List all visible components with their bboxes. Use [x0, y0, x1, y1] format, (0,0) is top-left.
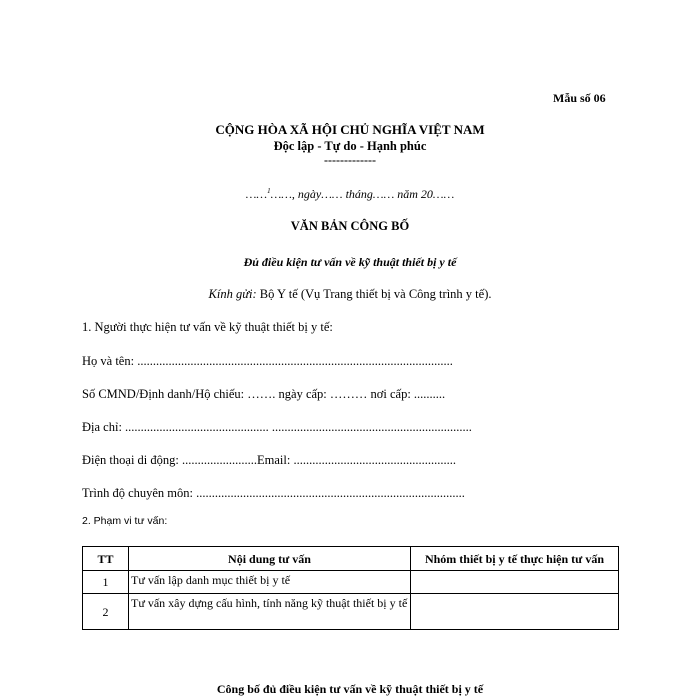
footnote-marker: 1 — [267, 187, 271, 195]
header-rule: ------------- — [324, 153, 376, 167]
field-full-name: Họ và tên: ..................................................................................................... — [82, 354, 453, 368]
dateline-place: …… — [245, 187, 268, 201]
dateline-date: ……, ngày…… tháng…… năm 20…… — [270, 187, 455, 201]
header-group: Nhóm thiết bị y tế thực hiện tư vấn — [411, 547, 619, 571]
field-phone-email: Điện thoại di động: ........................Email: .................................................... — [82, 453, 456, 467]
field-address: Địa chỉ: .............................................. ................................................................ — [82, 420, 472, 434]
row-content: Tư vấn lập danh mục thiết bị y tế — [129, 571, 411, 594]
table-row — [83, 594, 619, 630]
row-content: Tư vấn xây dựng cấu hình, tính năng kỹ thuật thiết bị y tế — [129, 594, 411, 630]
recipient-label: Kính gửi: — [208, 287, 257, 301]
row-tt: 2 — [83, 594, 129, 630]
national-name: CỘNG HÒA XÃ HỘI CHỦ NGHĨA VIỆT NAM — [215, 122, 485, 137]
header-content: Nội dung tư vấn — [129, 547, 411, 571]
dateline — [0, 187, 700, 202]
table-header-row — [83, 547, 619, 571]
table-row — [83, 571, 619, 594]
document-subject: Đủ điều kiện tư vấn về kỹ thuật thiết bị y tế — [243, 255, 457, 269]
form-number: Mẫu số 06 — [553, 91, 606, 105]
field-id-number: Số CMND/Định danh/Hộ chiếu: ……. ngày cấp: ……… nơi cấp: .......... — [82, 387, 446, 401]
row-tt: 1 — [83, 571, 129, 594]
declaration-heading: Công bố đủ điều kiện tư vấn về kỹ thuật thiết bị y tế — [216, 682, 484, 696]
document-title: VĂN BẢN CÔNG BỐ — [290, 219, 410, 233]
recipient-text: Bộ Y tế (Vụ Trang thiết bị và Công trình y tế). — [256, 287, 492, 301]
consulting-scope-table — [82, 546, 619, 630]
field-qualification: Trình độ chuyên môn: ...................................................................................... — [82, 486, 465, 500]
recipient-line — [0, 287, 700, 302]
national-motto: Độc lập - Tự do - Hạnh phúc — [273, 139, 427, 153]
section-1-heading: 1. Người thực hiện tư vấn về kỹ thuật thiết bị y tế: — [82, 320, 333, 334]
row-group — [411, 571, 619, 594]
section-2-heading: 2. Phạm vi tư vấn: — [82, 515, 168, 527]
row-group — [411, 594, 619, 630]
header-tt: TT — [83, 547, 129, 571]
